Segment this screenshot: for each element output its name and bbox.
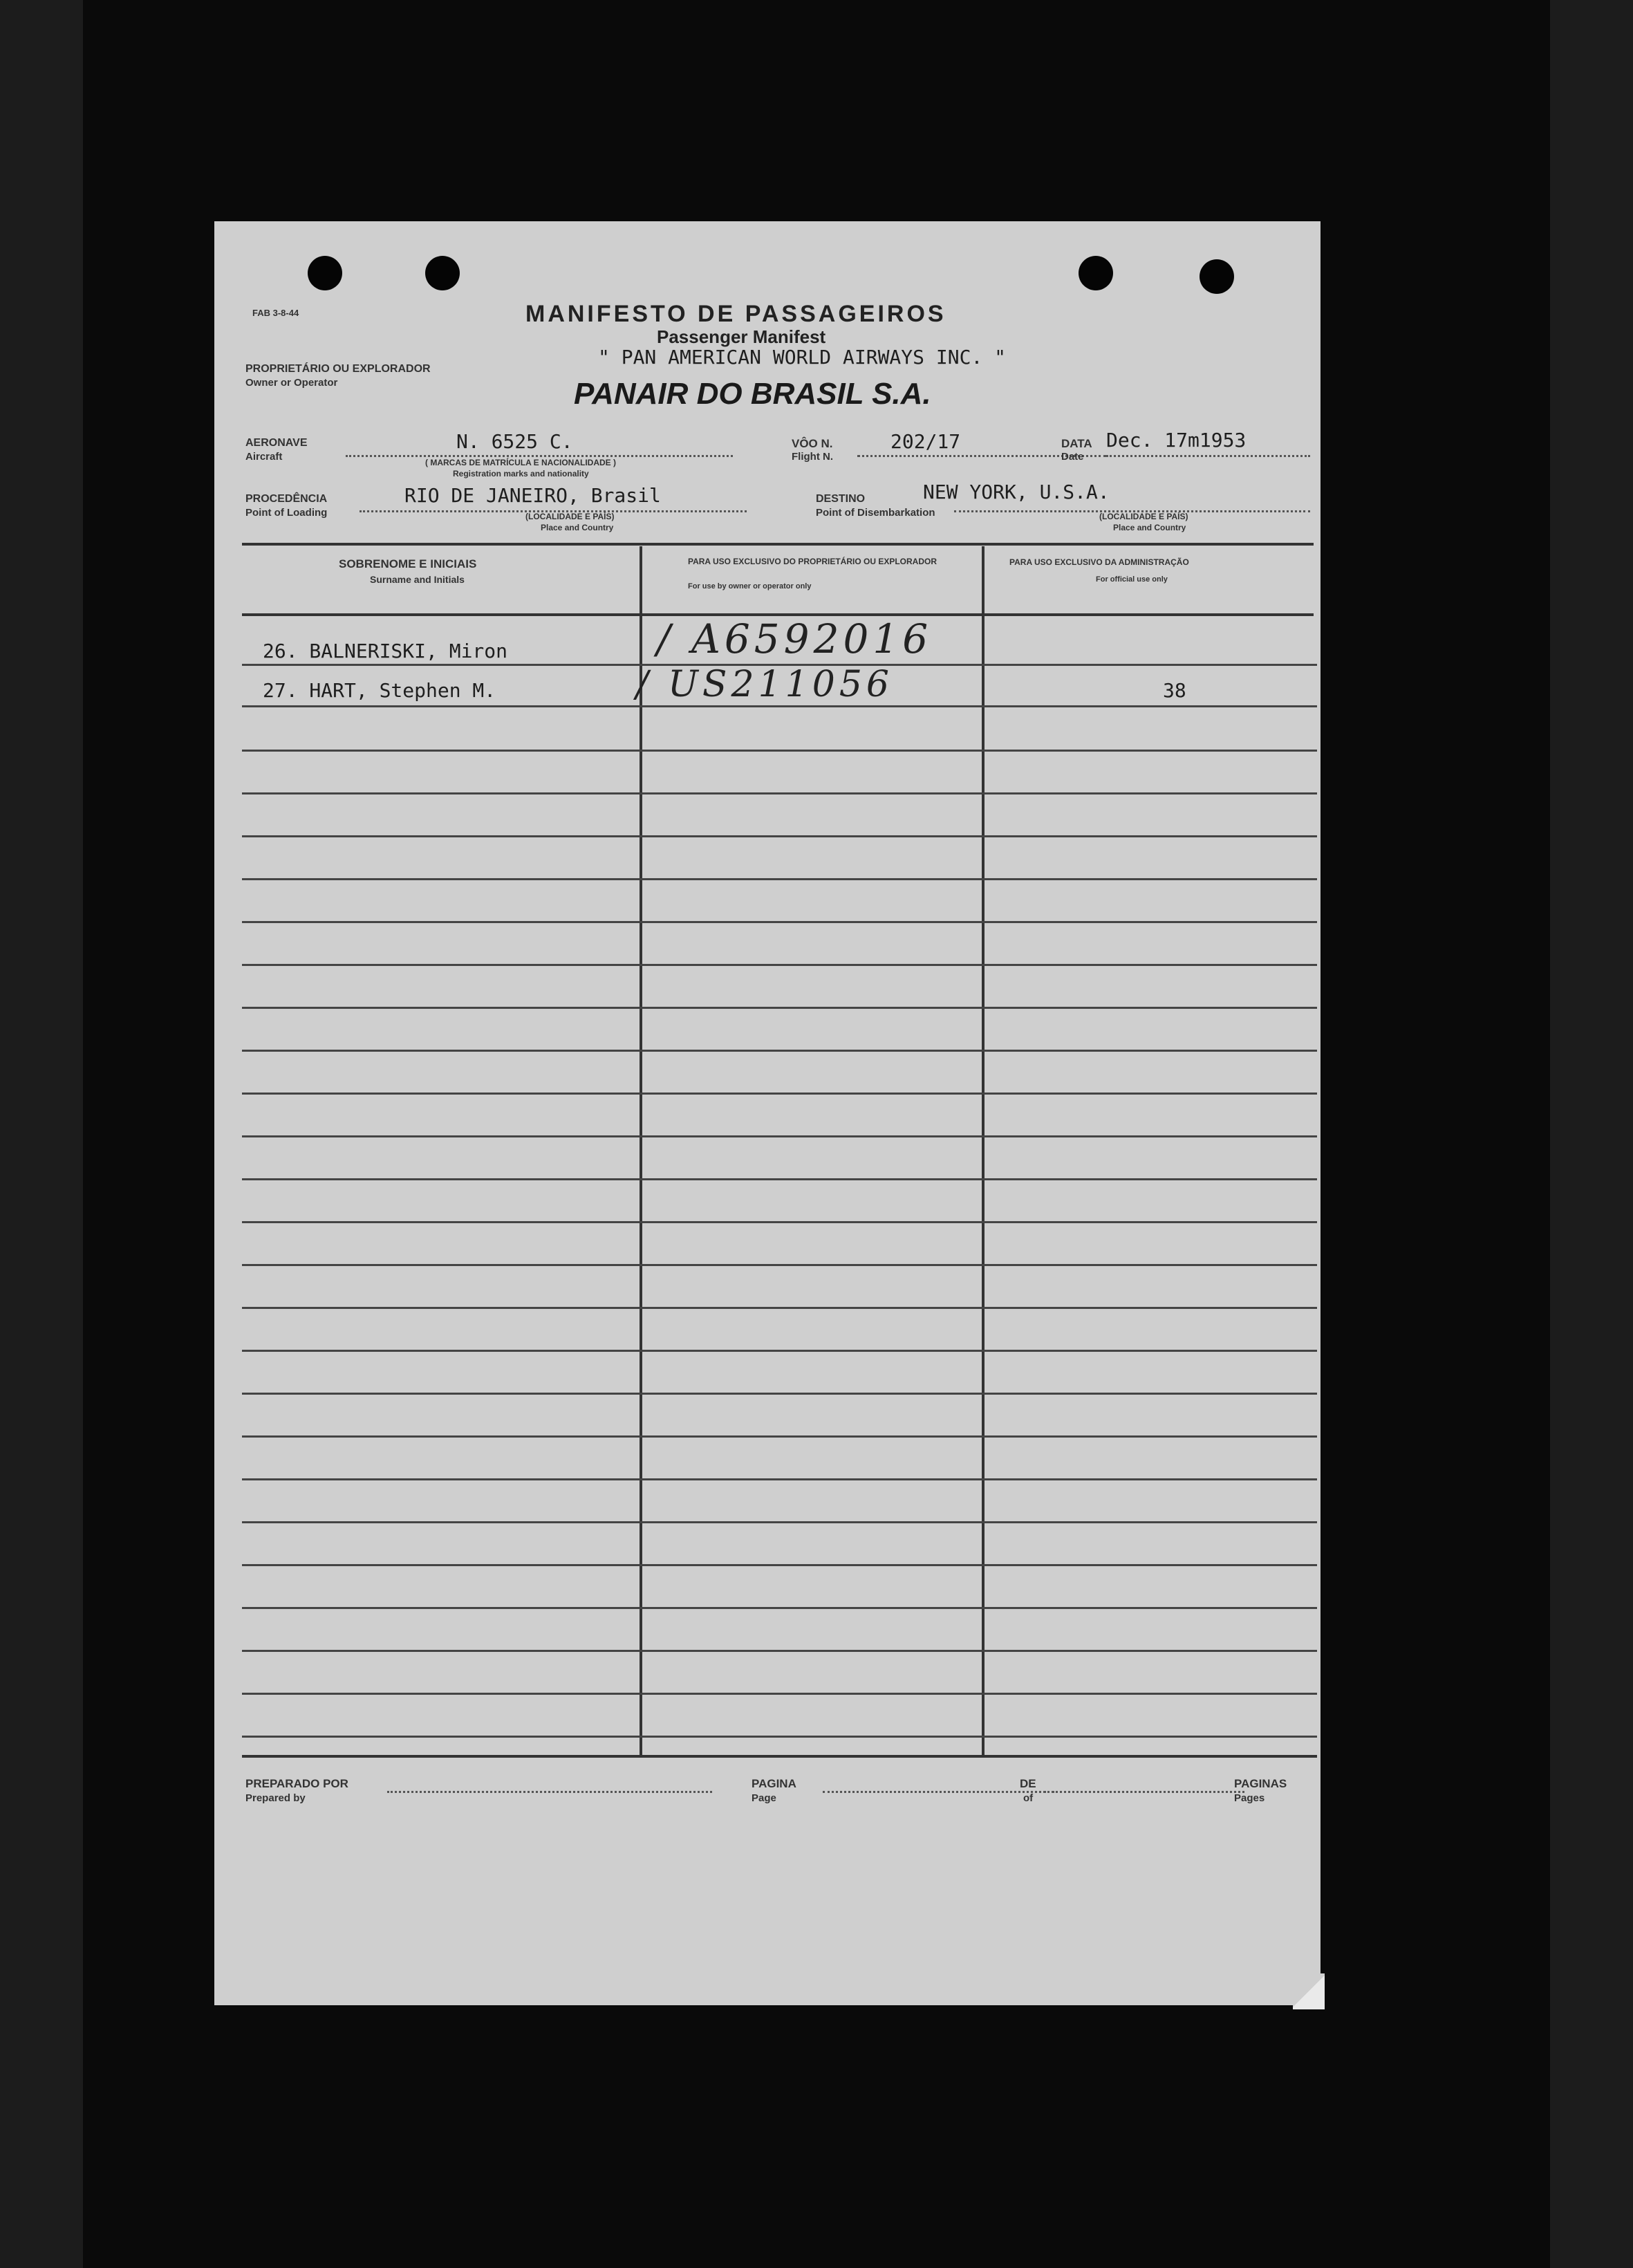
film-edge-right — [1550, 0, 1633, 2268]
col-header-owner-en: For use by owner or operator only — [688, 582, 812, 591]
flight-label: VÔO N. — [792, 437, 833, 450]
aircraft-value: N. 6525 C. — [456, 430, 573, 453]
manifest-sheet — [214, 221, 1321, 2005]
origin-label-en: Point of Loading — [245, 507, 328, 519]
destination-caption-en: Place and Country — [1113, 523, 1186, 532]
operator-label-en: Owner or Operator — [245, 377, 338, 389]
column-divider-2 — [982, 546, 985, 1756]
page-curl-corner — [1293, 1973, 1325, 2009]
col-header-name-en: Surname and Initials — [370, 574, 465, 585]
origin-value: RIO DE JANEIRO, Brasil — [404, 484, 661, 507]
form-title: MANIFESTO DE PASSAGEIROS — [525, 301, 946, 327]
table-bottom-rule — [242, 1755, 1317, 1758]
punch-hole-3 — [1079, 256, 1113, 290]
page-label: PAGINA — [752, 1777, 796, 1790]
form-code: FAB 3-8-44 — [252, 308, 299, 318]
aircraft-label: AERONAVE — [245, 437, 308, 449]
origin-caption-en: Place and Country — [541, 523, 614, 532]
aircraft-caption: ( MARCAS DE MATRÍCULA E NACIONALIDADE ) — [425, 458, 616, 467]
pages-label: PAGINAS — [1234, 1777, 1287, 1790]
table-top-rule — [242, 543, 1314, 546]
destination-caption: (LOCALIDADE E PAÍS) — [1099, 512, 1188, 521]
origin-label: PROCEDÊNCIA — [245, 493, 328, 505]
col-header-official-en: For official use only — [1096, 575, 1168, 584]
destination-value: NEW YORK, U.S.A. — [923, 481, 1110, 503]
prepared-label: PREPARADO POR — [245, 1777, 348, 1790]
page-label-en: Page — [752, 1792, 776, 1804]
row-1-name: 26. BALNERISKI, Miron — [263, 640, 508, 662]
destination-label: DESTINO — [816, 493, 866, 505]
operator-stamp: PANAIR DO BRASIL S.A. — [574, 377, 931, 411]
aircraft-label-en: Aircraft — [245, 451, 283, 463]
operator-name: " PAN AMERICAN WORLD AIRWAYS INC. " — [598, 346, 1007, 369]
destination-label-en: Point of Disembarkation — [816, 507, 935, 519]
col-header-official: PARA USO EXCLUSIVO DA ADMINISTRAÇÃO — [1009, 557, 1189, 567]
prepared-label-en: Prepared by — [245, 1792, 306, 1804]
form-subtitle: Passenger Manifest — [657, 326, 826, 347]
pages-label-en: Pages — [1234, 1792, 1265, 1804]
column-divider-1 — [640, 546, 642, 1756]
of-label: DE — [1020, 1777, 1036, 1790]
flight-label-en: Flight N. — [792, 451, 833, 463]
film-edge-left — [0, 0, 83, 2268]
of-label-en: of — [1023, 1792, 1034, 1804]
flight-value: 202/17 — [890, 430, 961, 453]
row-2-owner-note: / US211056 — [636, 664, 893, 705]
punch-hole-4 — [1200, 259, 1234, 294]
punch-hole-1 — [308, 256, 342, 290]
date-value: Dec. 17m1953 — [1106, 429, 1247, 452]
date-label-en: Date — [1061, 451, 1084, 463]
operator-label: PROPRIETÁRIO OU EXPLORADOR — [245, 363, 431, 375]
row-2-name: 27. HART, Stephen M. — [263, 679, 496, 702]
row-2-official: 38 — [1163, 679, 1186, 702]
col-header-name: SOBRENOME E INICIAIS — [339, 557, 477, 570]
col-header-owner: PARA USO EXCLUSIVO DO PROPRIETÁRIO OU EXPLORADOR — [687, 557, 937, 566]
punch-hole-2 — [425, 256, 460, 290]
aircraft-caption-en: Registration marks and nationality — [453, 469, 589, 478]
row-1-owner-note: / A6592016 — [657, 615, 933, 662]
origin-caption: (LOCALIDADE E PAÍS) — [525, 512, 615, 521]
date-label: DATA — [1061, 437, 1092, 450]
